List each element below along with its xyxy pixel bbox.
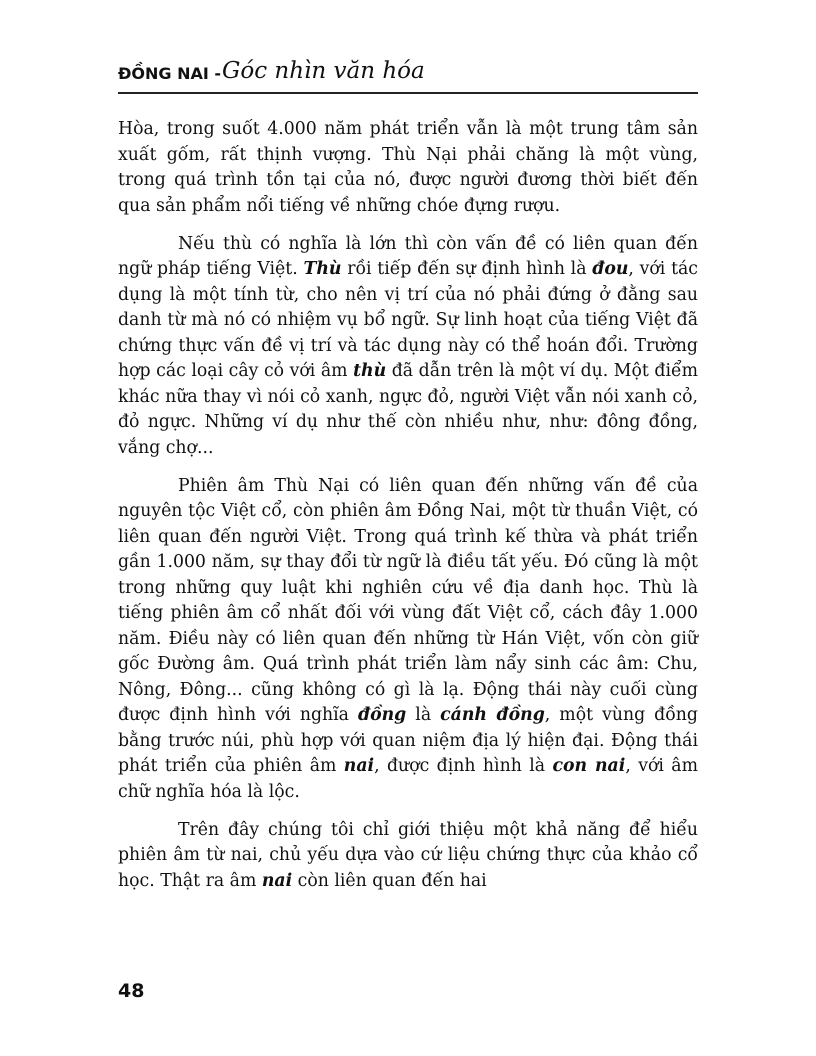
paragraph	[118, 232, 698, 462]
emphasis-term: con nai	[552, 756, 626, 776]
emphasis	[344, 756, 374, 776]
text-run: đã dẫn trên là một ví dụ. Một điểm khác nữa thay vì nói cỏ xanh, ngực đỏ, người Việt vẫn nói xanh cỏ, đỏ ngực. Những ví dụ như thế còn nhiều như, như: đông đồng, vắng chợ...	[118, 361, 699, 458]
text-run: , được định hình là	[374, 756, 553, 776]
text-run: Trên đây chúng tôi chỉ giới thiệu một khả năng để hiểu phiên âm từ nai, chủ yếu dựa vào cứ liệu chứng thực của khảo cổ học. Thật ra âm	[118, 819, 698, 891]
paragraph	[118, 117, 698, 219]
text-run: rồi tiếp đến sự định hình là	[341, 259, 593, 279]
body-text	[118, 117, 698, 907]
emphasis-term: đồng	[358, 705, 407, 725]
header-subtitle: Góc nhìn văn hóa	[222, 58, 425, 84]
emphasis-term: nai	[261, 870, 293, 891]
text-run: , với âm chữ nghĩa hóa là lộc.	[118, 756, 698, 802]
paragraph	[118, 818, 698, 895]
emphasis-term: đou	[592, 259, 629, 279]
emphasis-term: Thù	[303, 259, 342, 279]
emphasis	[592, 259, 628, 279]
emphasis	[552, 756, 625, 776]
text-run: Phiên âm Thù Nại có liên quan đến những vấn đề của nguyên tộc Việt cổ, còn phiên âm Đồng Nai, một từ thuần Việt, có liên quan đến người Việt. Trong quá trình kế thừa và phát triển gần 1.000 năm, sự thay đổi từ ngữ là điều tất yếu. Đó cũng là một trong những quy luật khi nghiên cứu về địa danh học. Thù là tiếng phiên âm cổ nhất đối với vùng đất Việt cổ, cách đây 1.000 năm. Điều này có liên quan đến những từ Hán Việt, vốn còn giữ gốc Đường âm. Quá trình phát triển làm nẩy sinh các âm: Chu, Nông, Đông... cũng không có gì là lạ. Động thái này cuối cùng được định hình với nghĩa	[118, 475, 698, 725]
text-run: , một vùng đồng bằng trước núi, phù hợp với quan niệm địa lý hiện đại. Động thái phát triển của phiên âm	[118, 705, 698, 776]
emphasis	[440, 705, 545, 725]
text-run: Hòa, trong suốt 4.000 năm phát triển vẫn là một trung tâm sản xuất gốm, rất thịnh vượng. Thù Nại phải chăng là một vùng, trong quá trình tồn tại của nó, được người đương thời biết đến qua sản phẩm nổi tiếng về những chóe đựng rượu.	[118, 119, 698, 216]
text-run: Nếu thù có nghĩa là lớn thì còn vấn đề có liên quan đến ngữ pháp tiếng Việt.	[118, 233, 698, 279]
paragraph	[118, 474, 698, 806]
running-header	[118, 58, 698, 94]
header-brand: ĐỒNG NAI -	[118, 64, 222, 83]
emphasis-term: cánh đồng	[440, 705, 545, 725]
text-run: , với tác dụng là một tính từ, cho nên vị trí của nó phải đứng ở đằng sau danh từ mà nó có nhiệm vụ bổ ngữ. Sự linh hoạt của tiếng Việt đã chứng thực vấn đề vị trí và tác dụng này có thể hoán đổi. Trường hợp các loại cây cỏ với âm	[118, 259, 698, 381]
emphasis-term: nai	[343, 756, 375, 776]
emphasis	[353, 361, 386, 381]
text-run: là	[406, 705, 441, 725]
emphasis	[303, 259, 341, 279]
emphasis	[358, 705, 406, 725]
emphasis	[262, 871, 292, 891]
emphasis-term: thù	[353, 361, 387, 381]
text-run: còn liên quan đến hai	[292, 870, 487, 891]
page-number: 48	[118, 980, 145, 1002]
